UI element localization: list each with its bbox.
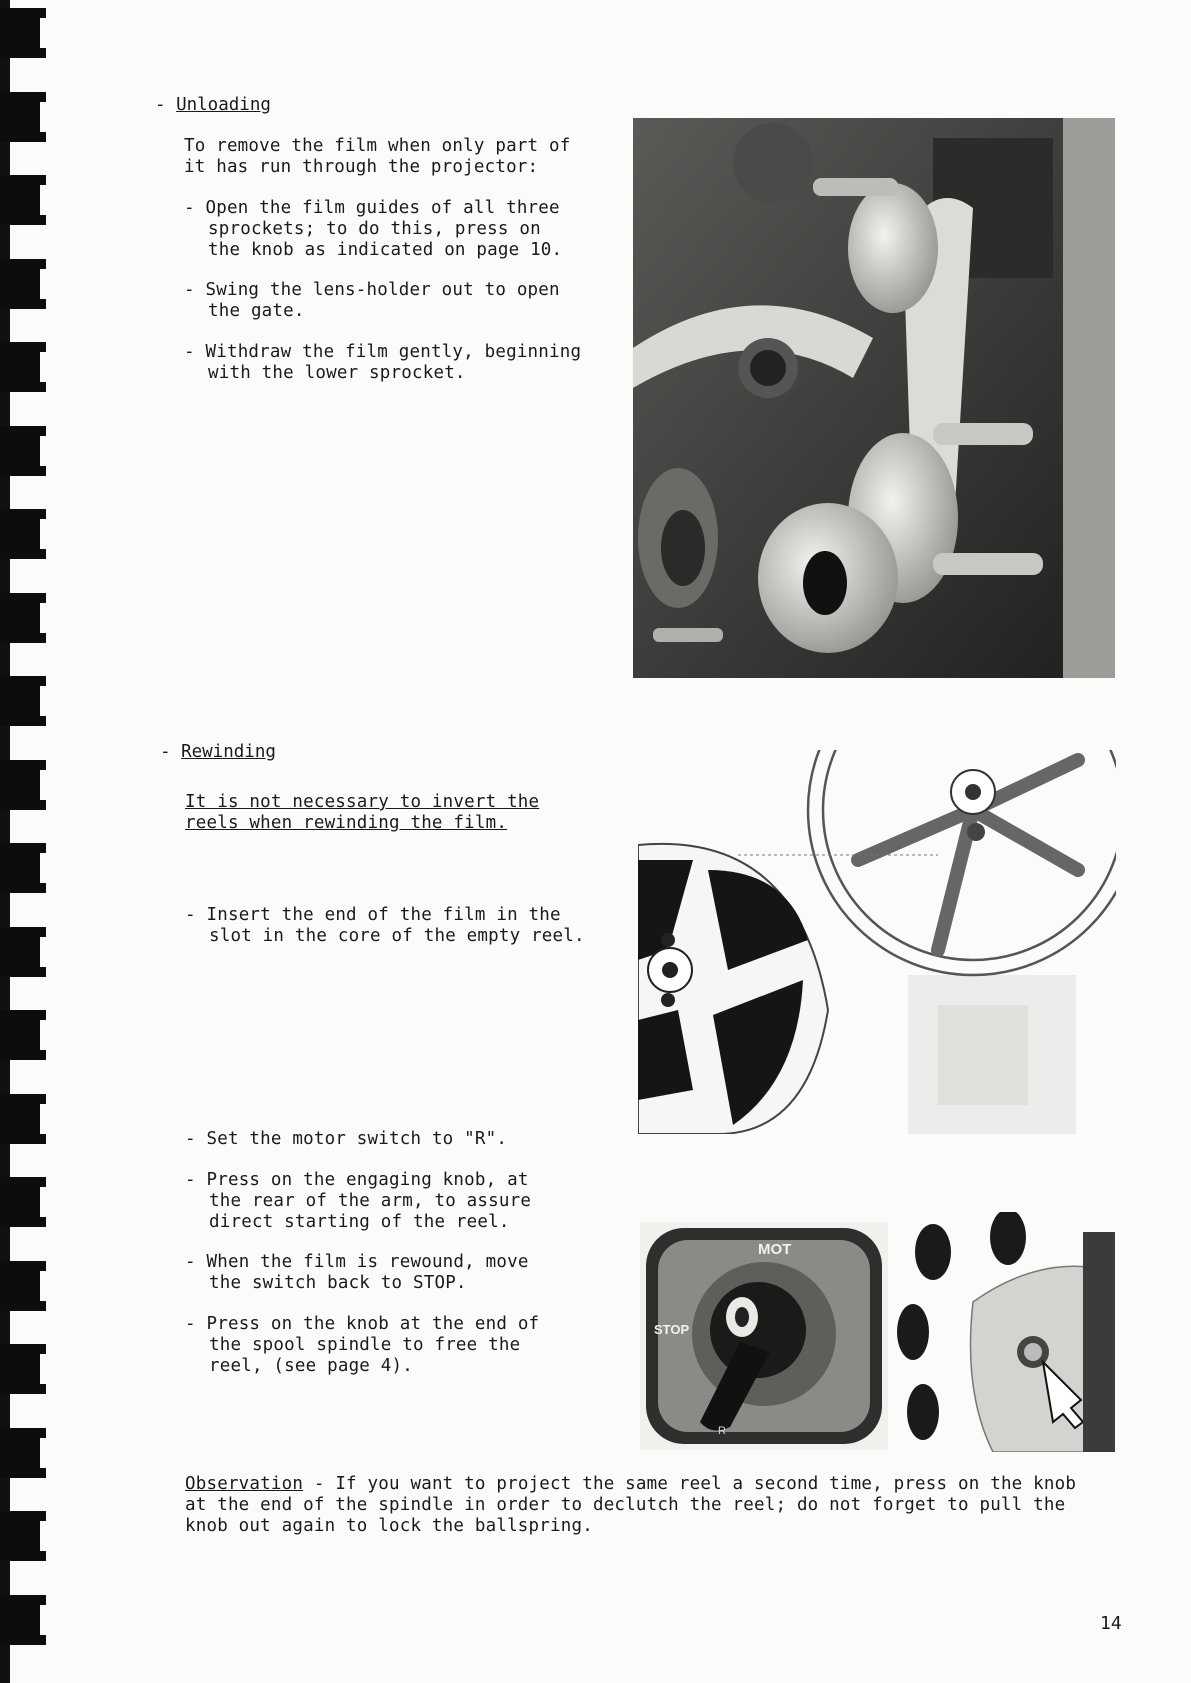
binding-tab (0, 426, 46, 476)
binding-tab (0, 175, 46, 225)
projector-film-path-photo (633, 118, 1115, 678)
rewinding-step-rewound-line-1: When the film is rewound, move (206, 1252, 529, 1272)
switch-label-mot: MOT (758, 1241, 792, 1258)
switch-label-stop: STOP (654, 1322, 690, 1337)
binding-tab (0, 843, 46, 893)
unloading-step-3: - Withdraw the film gently, beginning (184, 342, 582, 362)
rewinding-step-press-line-3: direct starting of the reel. (209, 1212, 510, 1232)
binding-tab (0, 676, 46, 726)
binding-tab (0, 342, 46, 392)
binding-tab (0, 1511, 46, 1561)
rewinding-heading: - Rewinding (160, 742, 276, 762)
binding-tab (0, 593, 46, 643)
binding-tab (0, 259, 46, 309)
projector-film-path-illustration (633, 118, 1115, 678)
observation-label: Observation (185, 1474, 304, 1494)
binding-tab (0, 509, 46, 559)
spiral-binding (0, 0, 56, 1683)
rewinding-step-spindle-line-3: reel, (see page 4). (209, 1356, 413, 1376)
unloading-step-2: - Swing the lens-holder out to open (184, 280, 560, 300)
unloading-step-1-line-3: the knob as indicated on page 10. (208, 240, 563, 260)
binding-tab (0, 92, 46, 142)
unloading-step-2-line-2: the gate. (208, 301, 305, 321)
observation-line-3: knob out again to lock the ballspring. (185, 1516, 593, 1536)
unloading-intro-1: To remove the film when only part of (184, 136, 571, 156)
rewinding-step-spindle-line-2: the spool spindle to free the (209, 1335, 521, 1355)
binding-tab (0, 1595, 46, 1645)
observation-line-2: at the end of the spindle in order to declutch the reel; do not forget to pull the (185, 1495, 1066, 1515)
unloading-heading-text: Unloading (176, 95, 271, 115)
rewinding-step-rewound: - When the film is rewound, move (185, 1252, 529, 1272)
unloading-intro-2: it has run through the projector: (184, 157, 539, 177)
unloading-step-1-line-2: sprockets; to do this, press on (208, 219, 541, 239)
binding-tab (0, 1094, 46, 1144)
rewinding-step-press-line-2: the rear of the arm, to assure (209, 1191, 532, 1211)
engaging-knob-photo (893, 1212, 1115, 1452)
rewinding-step-insert-line-1: Insert the end of the film in the (206, 905, 561, 925)
rewinding-step-insert: - Insert the end of the film in the (185, 905, 561, 925)
rewinding-step-insert-line-2: slot in the core of the empty reel. (209, 926, 585, 946)
rewinding-step-switch: - Set the motor switch to "R". (185, 1129, 508, 1149)
rewinding-step-spindle: - Press on the knob at the end of (185, 1314, 540, 1334)
rewinding-note-line-2: reels when rewinding the film. (185, 813, 508, 833)
page-number: 14 (1100, 1613, 1122, 1634)
motor-switch-photo (640, 1222, 888, 1450)
observation-line-1-text: - If you want to project the same reel a second time, press on the knob (303, 1474, 1077, 1494)
motor-switch-illustration (640, 1222, 888, 1450)
unloading-heading: - Unloading (155, 95, 271, 115)
reels-illustration (638, 750, 1116, 1134)
binding-tab (0, 1344, 46, 1394)
rewinding-step-spindle-line-1: Press on the knob at the end of (206, 1314, 540, 1334)
rewinding-heading-text: Rewinding (181, 742, 276, 762)
binding-tab (0, 1177, 46, 1227)
reels-photo (638, 750, 1116, 1134)
switch-label-r: R (718, 1425, 726, 1437)
unloading-step-3-line-1: Withdraw the film gently, beginning (205, 342, 582, 362)
rewinding-step-switch-line-1: Set the motor switch to "R". (206, 1129, 508, 1149)
binding-tab (0, 1428, 46, 1478)
rewinding-note-line-1: It is not necessary to invert the (185, 792, 540, 812)
binding-tab (0, 1010, 46, 1060)
rewinding-step-rewound-line-2: the switch back to STOP. (209, 1273, 467, 1293)
unloading-step-1: - Open the film guides of all three (184, 198, 560, 218)
binding-tab (0, 927, 46, 977)
unloading-step-3-line-2: with the lower sprocket. (208, 363, 466, 383)
unloading-step-2-line-1: Swing the lens-holder out to open (205, 280, 560, 300)
binding-tab (0, 1261, 46, 1311)
rewinding-step-press-line-1: Press on the engaging knob, at (206, 1170, 529, 1190)
binding-tab (0, 8, 46, 58)
engaging-knob-illustration (893, 1212, 1115, 1452)
unloading-step-1-line-1: Open the film guides of all three (205, 198, 560, 218)
binding-tab (0, 760, 46, 810)
rewinding-step-press: - Press on the engaging knob, at (185, 1170, 529, 1190)
observation-line-1 (185, 1474, 1076, 1495)
